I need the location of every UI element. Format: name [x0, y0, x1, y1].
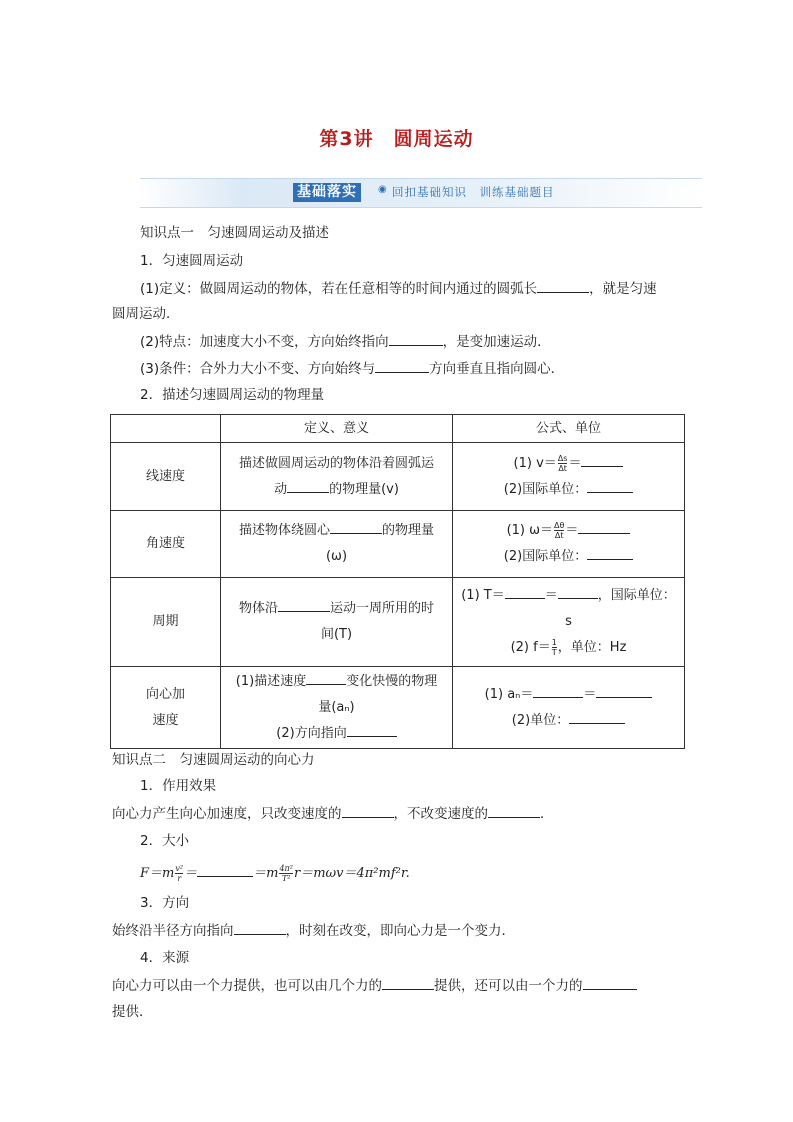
kp2-heading: 知识点二 匀速圆周运动的向心力 [112, 752, 315, 768]
fraction [558, 454, 568, 473]
quantity-definition [221, 443, 453, 511]
physics-quantities-table [110, 414, 685, 749]
fraction-numerator: Δs [557, 453, 568, 463]
blank-field[interactable] [375, 358, 429, 373]
quantity-name: 周期 [111, 578, 221, 667]
definition-line: 间(T) [320, 627, 353, 642]
blank-field[interactable] [330, 519, 382, 534]
page-title: 第3讲 圆周运动 [319, 128, 474, 150]
formula-text: ＝m [253, 866, 279, 881]
centripetal-force-formula [140, 862, 410, 885]
definition-text-tail: ，就是匀速 [589, 281, 657, 297]
banner-tagline: 回扣基础知识 训练基础题目 [392, 185, 555, 199]
formula-text: (1) ω＝ [506, 523, 554, 538]
blank-field[interactable] [569, 709, 625, 724]
kp2-source-cont: 提供． [112, 1004, 153, 1020]
formula-text: (2)国际单位： [503, 549, 588, 564]
direction-text: 始终沿半径方向指向 [112, 923, 234, 939]
definition-text: 动 [274, 481, 288, 497]
quantity-name-line: 向心加 [145, 686, 185, 702]
table-row [111, 667, 685, 749]
banner-top-rule [140, 178, 702, 179]
condition-text-tail: 方向垂直且指向圆心． [429, 361, 565, 377]
blank-field[interactable] [583, 975, 637, 990]
formula-text: ＝ [565, 523, 579, 538]
definition-line [225, 669, 448, 695]
blank-field[interactable] [537, 278, 589, 293]
formula-text: (2) f＝ [510, 640, 551, 655]
blank-field[interactable] [581, 452, 623, 467]
quantity-definition [221, 511, 453, 578]
formula-text: (1) aₙ＝ [484, 686, 534, 702]
formula-text: F＝m [140, 866, 175, 881]
kp2-subheading-2: 2．大小 [140, 833, 190, 849]
formula-line [457, 518, 680, 544]
definition-line: (ω) [325, 549, 348, 564]
definition-line [225, 518, 448, 544]
banner-bottom-rule [140, 207, 702, 208]
bullet-icon: ◉ [378, 184, 387, 195]
quantity-name: 角速度 [111, 511, 221, 578]
blank-field[interactable] [278, 597, 330, 612]
formula-line [457, 708, 680, 734]
definition-text: 物体沿 [238, 601, 278, 616]
formula-text: ＝ [583, 686, 597, 702]
table-row [111, 578, 685, 667]
kp2-subheading-3: 3．方向 [140, 895, 190, 911]
blank-field[interactable] [505, 584, 545, 599]
formula-line: s [565, 614, 572, 629]
quantity-name [111, 667, 221, 749]
definition-text: 运动一周所用的时 [330, 601, 435, 616]
table-header-row [111, 415, 685, 443]
effect-text: ． [540, 806, 554, 822]
feature-text-tail: ，是变加速运动． [442, 334, 551, 350]
formula-text: r＝mωv＝4π²mf²r. [294, 866, 410, 881]
fraction [279, 864, 293, 883]
blank-field[interactable] [342, 803, 394, 818]
quantity-name-line: 速度 [152, 712, 179, 728]
formula-line [457, 544, 680, 570]
formula-line [457, 635, 680, 661]
formula-text: ＝ [544, 588, 558, 603]
quantity-formula [453, 511, 685, 578]
formula-text: ＝ [184, 866, 198, 881]
formula-text: (2)单位： [511, 712, 570, 728]
blank-field[interactable] [306, 670, 346, 685]
kp1-subheading-2: 2．描述匀速圆周运动的物理量 [140, 387, 325, 403]
fraction-numerator: 4π² [279, 864, 293, 873]
definition-text: 的物理量 [382, 523, 435, 538]
direction-text: ，时刻在改变，即向心力是一个变力． [285, 923, 515, 939]
fraction-numerator: Δθ [554, 521, 565, 530]
quantity-definition [221, 578, 453, 667]
definition-line: 量(aₙ) [318, 699, 355, 715]
kp1-subheading-1: 1．匀速圆周运动 [140, 253, 244, 269]
definition-text: (2)方向指向 [276, 725, 347, 741]
quantity-definition [221, 667, 453, 749]
table-row [111, 511, 685, 578]
source-text: 提供，还可以由一个力的 [434, 978, 583, 994]
kp1-definition-line [140, 278, 710, 299]
definition-text: 描述物体绕圆心 [238, 523, 330, 538]
blank-field[interactable] [197, 862, 253, 877]
blank-field[interactable] [587, 478, 633, 493]
fraction-denominator: Δt [558, 463, 567, 473]
fraction-numerator: 1 [551, 638, 557, 647]
blank-field[interactable] [558, 584, 598, 599]
kp1-heading: 知识点一 匀速圆周运动及描述 [140, 225, 329, 241]
table-header-cell: 定义、意义 [221, 415, 453, 443]
kp2-effect-line [112, 803, 682, 824]
kp1-definition-cont: 圆周运动． [112, 306, 180, 322]
formula-line [457, 682, 680, 708]
blank-field[interactable] [382, 975, 434, 990]
formula-text: ，单位：Hz [557, 640, 627, 655]
blank-field[interactable] [596, 683, 652, 698]
quantity-formula [453, 443, 685, 511]
condition-text: (3)条件：合外力大小不变、方向始终与 [140, 361, 376, 377]
formula-text: (2)国际单位： [503, 481, 588, 497]
fraction [552, 638, 557, 657]
kp1-feature-line [140, 331, 710, 352]
fraction [175, 864, 183, 883]
fraction-denominator: T [551, 648, 557, 657]
kp2-direction-line [112, 920, 682, 941]
formula-line [457, 477, 680, 503]
definition-line [225, 477, 448, 503]
kp2-subheading-4: 4．来源 [140, 950, 190, 966]
definition-line [225, 596, 448, 622]
fraction-denominator: r [177, 874, 182, 883]
fraction-numerator: v² [175, 864, 184, 873]
kp2-source-line [112, 975, 682, 996]
formula-text: ，国际单位： [597, 588, 676, 603]
quantity-formula [453, 578, 685, 667]
definition-line [225, 721, 448, 747]
feature-text: (2)特点：加速度大小不变，方向始终指向 [140, 334, 389, 350]
definition-text: (1)定义：做圆周运动的物体，若在任意相等的时间内通过的圆弧长 [140, 281, 538, 297]
formula-text: ＝ [568, 455, 582, 471]
blank-field[interactable] [533, 683, 583, 698]
quantity-name: 线速度 [111, 443, 221, 511]
source-text: 向心力可以由一个力提供，也可以由几个力的 [112, 978, 382, 994]
blank-field[interactable] [587, 545, 633, 560]
quantity-formula [453, 667, 685, 749]
table-header-cell [111, 415, 221, 443]
formula-text: (1) T＝ [461, 588, 505, 603]
blank-field[interactable] [578, 519, 630, 534]
formula-line [457, 451, 680, 477]
definition-text: (1)描述速度 [235, 673, 307, 689]
blank-field[interactable] [234, 920, 286, 935]
blank-field[interactable] [287, 478, 329, 493]
blank-field[interactable] [347, 722, 397, 737]
blank-field[interactable] [389, 331, 443, 346]
blank-field[interactable] [488, 803, 540, 818]
effect-text: ，不改变速度的 [393, 806, 488, 822]
kp2-subheading-1: 1．作用效果 [140, 778, 217, 794]
formula-text: (1) v＝ [513, 455, 557, 471]
kp1-condition-line [140, 358, 710, 379]
formula-line [457, 583, 680, 609]
banner-badge: 基础落实 [293, 183, 361, 202]
table-header-cell: 公式、单位 [453, 415, 685, 443]
definition-line: 描述做圆周运动的物体沿着圆弧运 [238, 455, 434, 471]
table-row [111, 443, 685, 511]
fraction-denominator: T² [281, 874, 291, 883]
effect-text: 向心力产生向心加速度，只改变速度的 [112, 806, 342, 822]
fraction [554, 521, 564, 540]
definition-text: 变化快慢的物理 [346, 673, 438, 689]
definition-text: 的物理量(v) [329, 481, 399, 497]
fraction-denominator: Δt [554, 531, 564, 540]
